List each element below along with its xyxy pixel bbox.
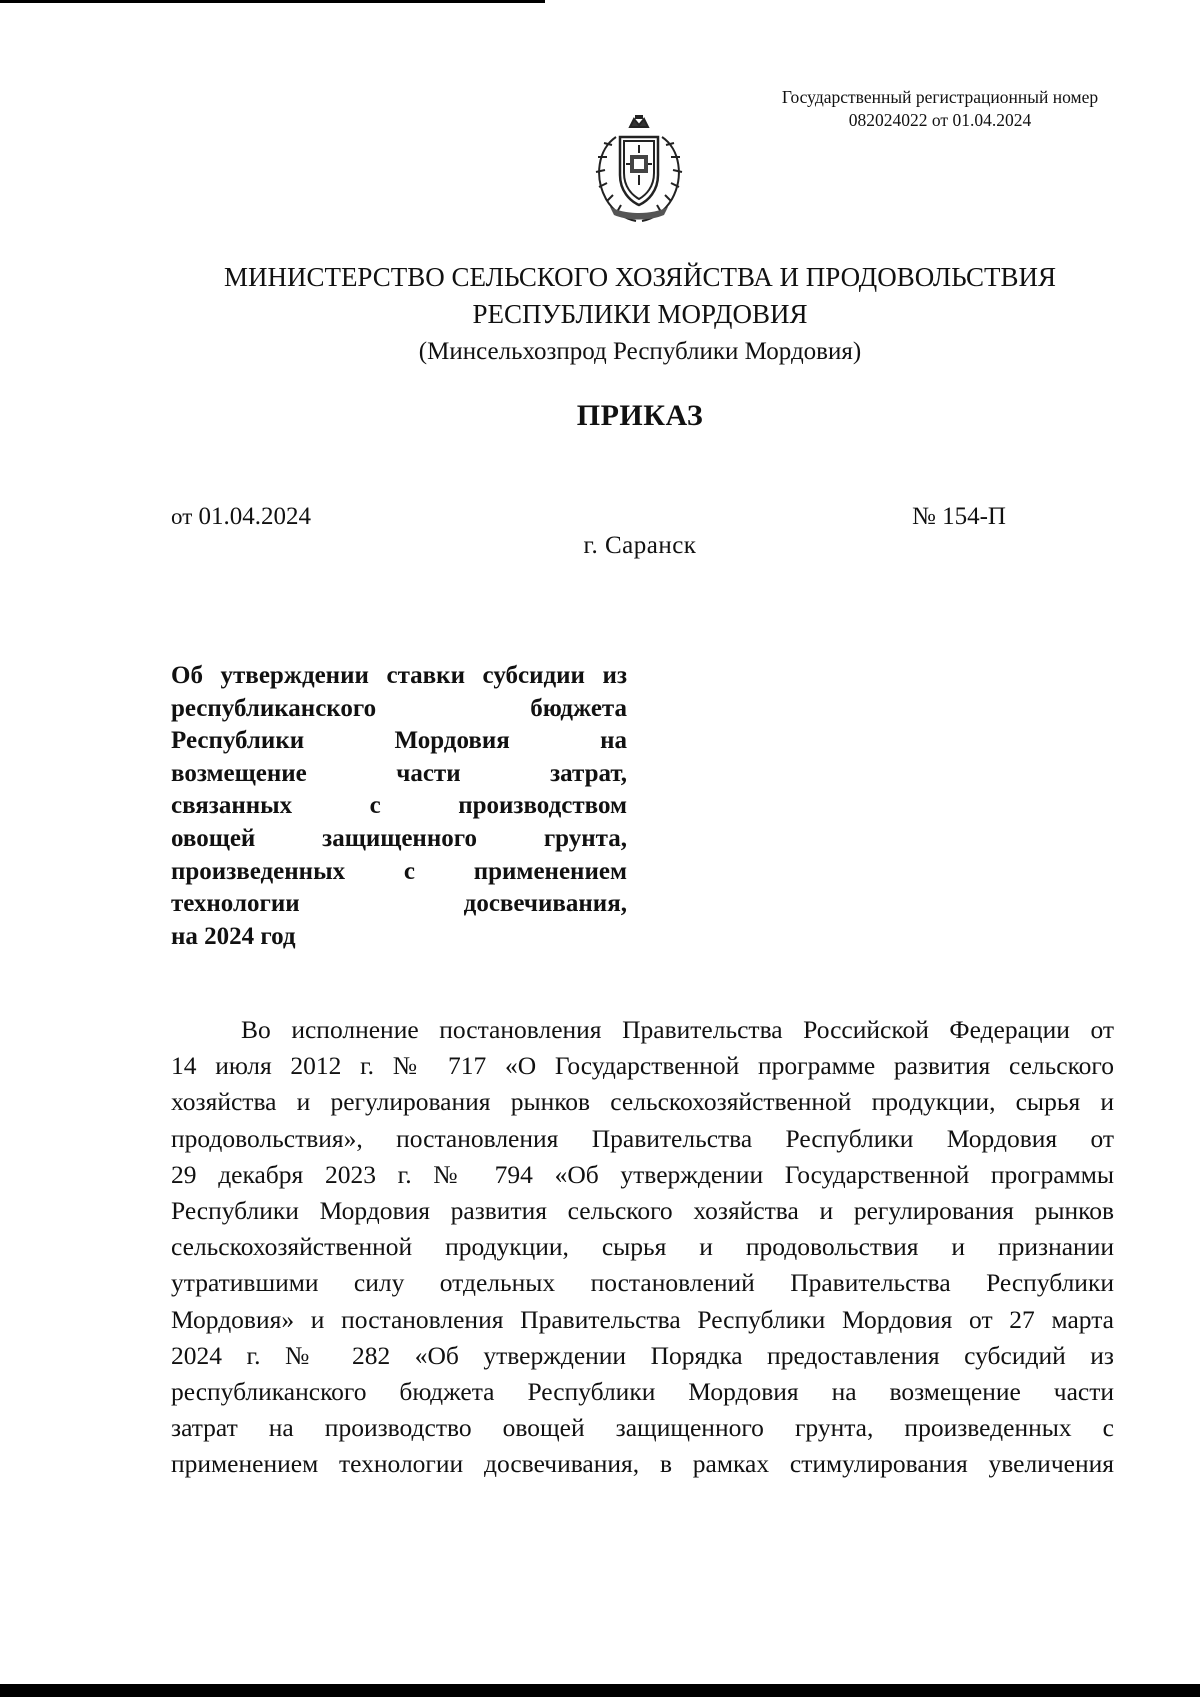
ministry-name-line-2: РЕСПУБЛИКИ МОРДОВИЯ bbox=[472, 299, 808, 329]
body-line: применением технологии досвечивания, в рамках стимулирования увеличения bbox=[171, 1449, 1114, 1479]
body-line: утратившими силу отдельных постановлений Правительства Республики bbox=[171, 1268, 1114, 1298]
registration-number-block bbox=[730, 86, 1150, 132]
order-date-value: 01.04.2024 bbox=[198, 503, 311, 530]
body-line: 14 июля 2012 г. № 717 «О Государственной программе развития сельского bbox=[171, 1051, 1114, 1081]
subject-line: технологии досвечивания, bbox=[171, 890, 627, 918]
document-type-title: ПРИКАЗ bbox=[576, 399, 704, 432]
body-line: Во исполнение постановления Правительства Российской Федерации от bbox=[241, 1015, 1114, 1044]
subject-line: Об утверждении ставки субсидии из bbox=[171, 662, 627, 689]
body-line: 2024 г. № 282 «Об утверждении Порядка предоставления субсидий из bbox=[171, 1340, 1114, 1370]
order-number: № 154-П bbox=[912, 503, 1006, 530]
subject-line: на 2024 год bbox=[171, 922, 296, 950]
ministry-short-name: (Минсельхозпрод Республики Мордовия) bbox=[418, 338, 862, 365]
registration-label: Государственный регистрационный номер bbox=[781, 87, 1099, 107]
order-date bbox=[171, 503, 311, 531]
body-line: сельскохозяйственной продукции, сырья и продовольствия и признании bbox=[171, 1232, 1114, 1262]
subject-line: возмещение части затрат, bbox=[171, 759, 627, 787]
order-date-prefix: от bbox=[171, 504, 193, 529]
registration-value: 082024022 от 01.04.2024 bbox=[848, 110, 1032, 130]
order-subject bbox=[171, 660, 627, 953]
body-line: 29 декабря 2023 г. № 794 «Об утверждении Государственной программы bbox=[171, 1159, 1114, 1189]
ministry-header bbox=[140, 259, 1140, 369]
subject-line: республиканского бюджета bbox=[171, 694, 627, 722]
body-line: республиканского бюджета Республики Мордовия на возмещение части bbox=[171, 1377, 1114, 1407]
subject-line: овощей защищенного грунта, bbox=[171, 824, 627, 852]
subject-line: связанных с производством bbox=[171, 792, 627, 820]
body-line: хозяйства и регулирования рынков сельскохозяйственной продукции, сырья и bbox=[171, 1087, 1114, 1117]
body-line: затрат на производство овощей защищенного грунта, произведенных с bbox=[171, 1413, 1114, 1443]
body-line: Мордовия» и постановления Правительства Республики Мордовия от 27 марта bbox=[171, 1304, 1114, 1334]
ministry-name-line-1: МИНИСТЕРСТВО СЕЛЬСКОГО ХОЗЯЙСТВА И ПРОДОВОЛЬСТВИЯ bbox=[223, 262, 1057, 292]
scan-top-edge bbox=[0, 0, 545, 3]
body-line: продовольствия», постановления Правительства Республики Мордовия от bbox=[171, 1123, 1114, 1153]
body-line: Республики Мордовия развития сельского хозяйства и регулирования рынков bbox=[171, 1196, 1114, 1226]
order-city: г. Саранск bbox=[583, 532, 697, 559]
scan-bottom-edge bbox=[0, 1684, 1200, 1697]
order-body-paragraph bbox=[171, 1012, 1114, 1483]
subject-line: произведенных с применением bbox=[171, 857, 627, 885]
coat-of-arms-icon bbox=[586, 115, 692, 227]
subject-line: Республики Мордовия на bbox=[171, 727, 627, 755]
